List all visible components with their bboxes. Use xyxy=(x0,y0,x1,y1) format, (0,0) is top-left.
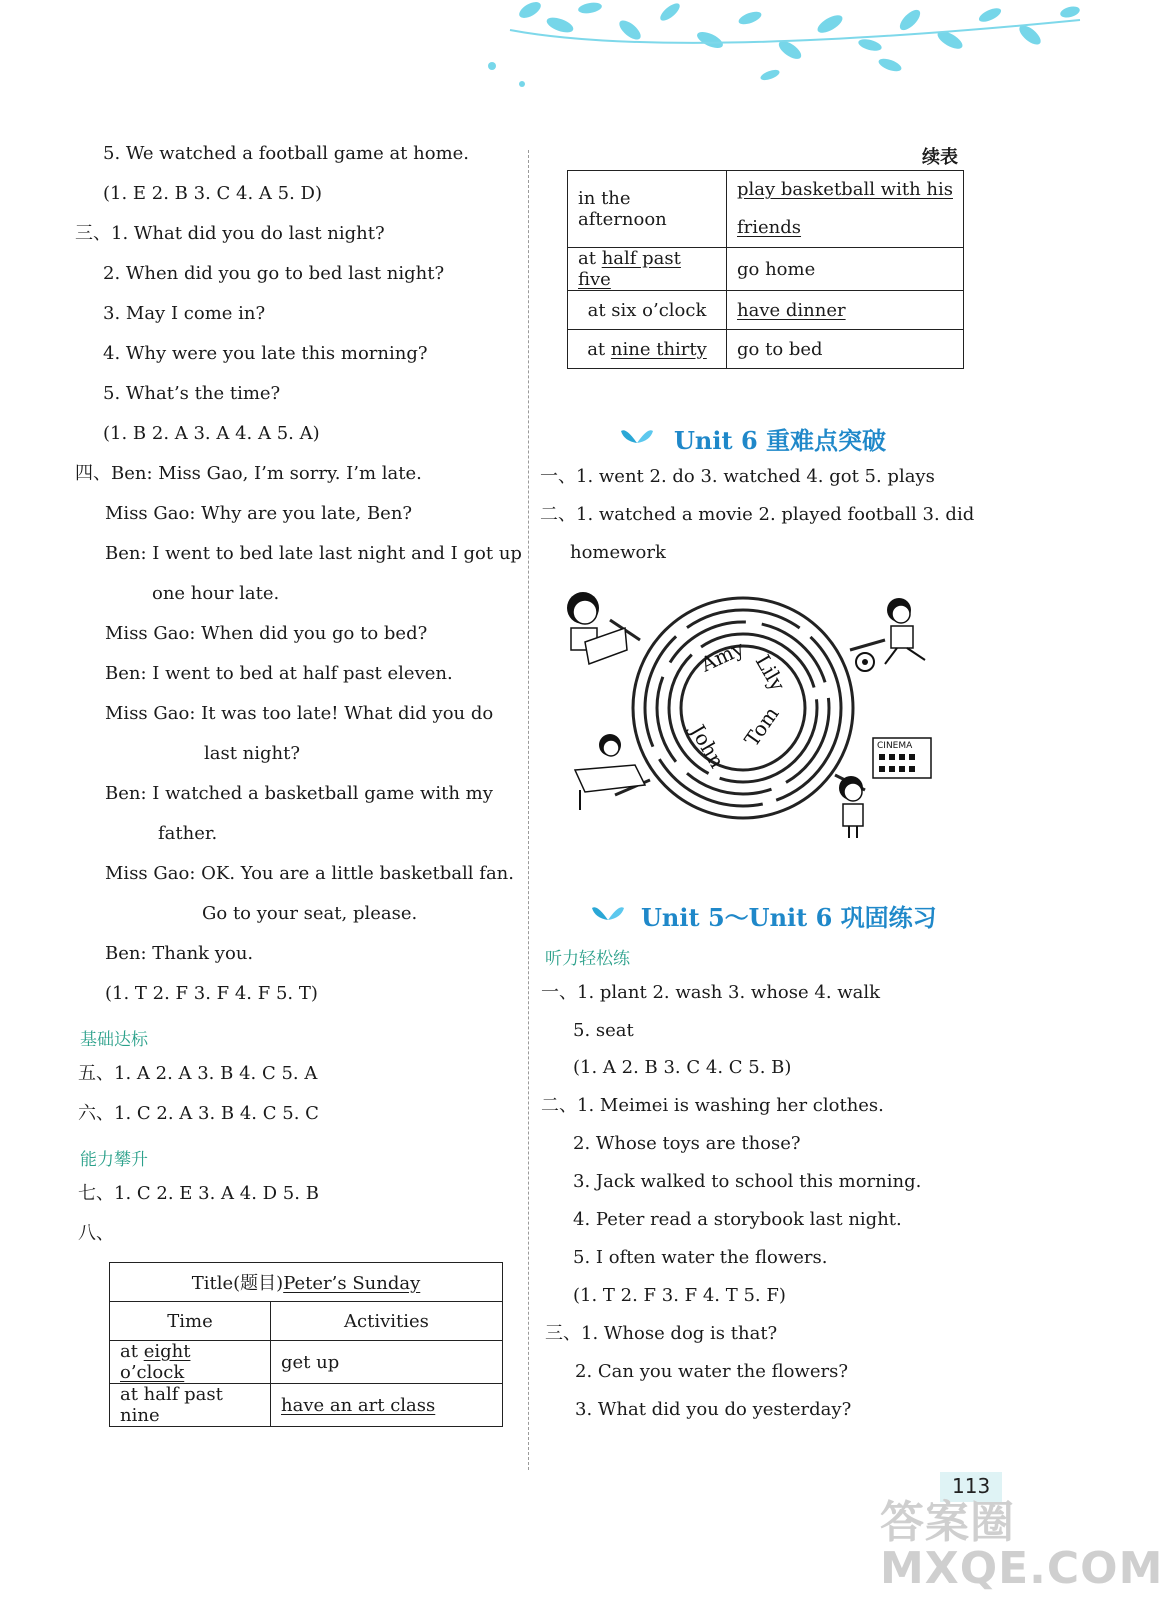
question-number: 八、 xyxy=(78,1223,114,1244)
schedule-table-continued xyxy=(567,170,964,369)
watermark: 答案圈 MXQE.COM xyxy=(880,1497,1163,1594)
table-cell-time: half past five xyxy=(578,248,681,290)
cinema-sign: CINEMA xyxy=(877,741,913,751)
answer-key: (1. A 2. B 3. C 4. C 5. B) xyxy=(573,1057,792,1078)
table-cell-activity: have dinner xyxy=(737,299,846,321)
section-label: 能力攀升 xyxy=(80,1150,148,1170)
table-cell-activity: go to bed xyxy=(727,330,964,369)
table-title-cell xyxy=(110,1263,503,1302)
answer-key: 六、1. C 2. A 3. B 4. C 5. C xyxy=(78,1103,319,1124)
maze-name-john: John xyxy=(685,720,730,773)
table-cell-prefix: at xyxy=(120,1341,144,1362)
dialogue-line: Miss Gao: It was too late! What did you do xyxy=(105,703,494,724)
dialogue-line: 四、Ben: Miss Gao, I’m sorry. I’m late. xyxy=(75,463,422,484)
answer-key: 五、1. A 2. A 3. B 4. C 5. A xyxy=(78,1063,318,1084)
dialogue-line: Ben: I went to bed late last night and I got up xyxy=(105,543,522,564)
maze-illustration xyxy=(555,580,945,845)
butterfly-icon xyxy=(591,902,625,924)
maze-name-amy: Amy xyxy=(696,635,748,677)
text-line: 5. We watched a football game at home. xyxy=(103,143,470,164)
answer-key: (1. E 2. B 3. C 4. A 5. D) xyxy=(103,183,322,204)
answer-key: (1. B 2. A 3. A 4. A 5. A) xyxy=(103,423,320,444)
schedule-table xyxy=(109,1262,503,1427)
dialogue-line: Ben: Thank you. xyxy=(105,943,254,964)
text-line: 3. May I come in? xyxy=(103,303,266,324)
table-cell-prefix: at xyxy=(578,248,602,269)
table-cell-activity: have an art class xyxy=(281,1394,436,1416)
table-cell-time: in the afternoon xyxy=(568,171,727,248)
text-line: 3. Jack walked to school this morning. xyxy=(573,1171,922,1192)
cinema-building xyxy=(873,738,931,778)
text-line: 三、1. What did you do last night? xyxy=(75,223,385,244)
boy-football-figure xyxy=(856,598,925,671)
answer-key: 5. seat xyxy=(573,1020,634,1041)
table-cell-time: at half past nine xyxy=(110,1384,271,1427)
table-title: Peter’s Sunday xyxy=(283,1273,421,1294)
table-cell-prefix: at xyxy=(587,338,611,360)
text-line: 二、1. Meimei is washing her clothes. xyxy=(541,1095,884,1116)
dialogue-line: last night? xyxy=(204,743,301,764)
text-line: 2. Can you water the flowers? xyxy=(575,1361,848,1382)
section-label: 基础达标 xyxy=(80,1030,148,1050)
table-row xyxy=(110,1384,503,1427)
section-heading: Unit 6 重难点突破 xyxy=(674,426,886,455)
maze-name-tom: Tom xyxy=(739,702,784,751)
table-header-activities: Activities xyxy=(271,1302,503,1341)
table-cell-activity: get up xyxy=(271,1341,503,1384)
text-line: 2. Whose toys are those? xyxy=(573,1133,801,1154)
section-label: 听力轻松练 xyxy=(545,949,630,969)
answer-key: 七、1. C 2. E 3. A 4. D 5. B xyxy=(78,1183,319,1204)
boy-standing-figure xyxy=(839,776,863,838)
dialogue-line: father. xyxy=(158,823,218,844)
answer-key: 一、1. went 2. do 3. watched 4. got 5. plays xyxy=(540,466,935,487)
continued-label: 续表 xyxy=(922,147,958,168)
dialogue-line: Miss Gao: Why are you late, Ben? xyxy=(105,503,413,524)
table-cell-activity: play basketball with his friends xyxy=(737,179,953,238)
dialogue-line: one hour late. xyxy=(152,583,280,604)
dialogue-line: Miss Gao: When did you go to bed? xyxy=(105,623,428,644)
table-row xyxy=(568,330,964,369)
section-heading: Unit 5～Unit 6 巩固练习 xyxy=(641,903,937,932)
table-title-prefix: Title(题目) xyxy=(191,1273,284,1294)
answer-key: (1. T 2. F 3. F 4. F 5. T) xyxy=(105,983,318,1004)
answer-key: 一、1. plant 2. wash 3. whose 4. walk xyxy=(541,982,881,1003)
table-row xyxy=(568,171,964,248)
boy-drawing-figure xyxy=(575,734,645,810)
dialogue-line: Go to your seat, please. xyxy=(202,903,418,924)
text-line: 4. Peter read a storybook last night. xyxy=(573,1209,902,1230)
text-line: 5. What’s the time? xyxy=(103,383,281,404)
girl-reading-figure xyxy=(567,592,627,664)
text-line: 3. What did you do yesterday? xyxy=(575,1399,852,1420)
column-divider xyxy=(528,150,529,1470)
text-line: 4. Why were you late this morning? xyxy=(103,343,428,364)
text-line: 5. I often water the flowers. xyxy=(573,1247,828,1268)
dialogue-line: Ben: I went to bed at half past eleven. xyxy=(105,663,453,684)
text-line: 三、1. Whose dog is that? xyxy=(545,1323,778,1344)
leaf-banner-decoration xyxy=(470,0,1084,100)
dialogue-line: Miss Gao: OK. You are a little basketball fan. xyxy=(105,863,514,884)
table-cell-activity: go home xyxy=(727,248,964,291)
butterfly-icon xyxy=(620,425,654,447)
answer-key: homework xyxy=(570,542,666,563)
answer-key: 二、1. watched a movie 2. played football 3. did xyxy=(540,504,975,525)
maze-name-lily: Lily xyxy=(750,650,791,695)
table-cell-time: at six o’clock xyxy=(568,291,727,330)
table-row xyxy=(110,1341,503,1384)
table-cell-time: eight o’clock xyxy=(120,1341,191,1383)
table-cell-time: nine thirty xyxy=(610,338,707,360)
table-row xyxy=(568,248,964,291)
answer-key: (1. T 2. F 3. F 4. T 5. F) xyxy=(573,1285,786,1306)
table-header-time: Time xyxy=(110,1302,271,1341)
table-row xyxy=(568,291,964,330)
text-line: 2. When did you go to bed last night? xyxy=(103,263,445,284)
dialogue-line: Ben: I watched a basketball game with my xyxy=(105,783,493,804)
page-number: 113 xyxy=(952,1474,991,1498)
